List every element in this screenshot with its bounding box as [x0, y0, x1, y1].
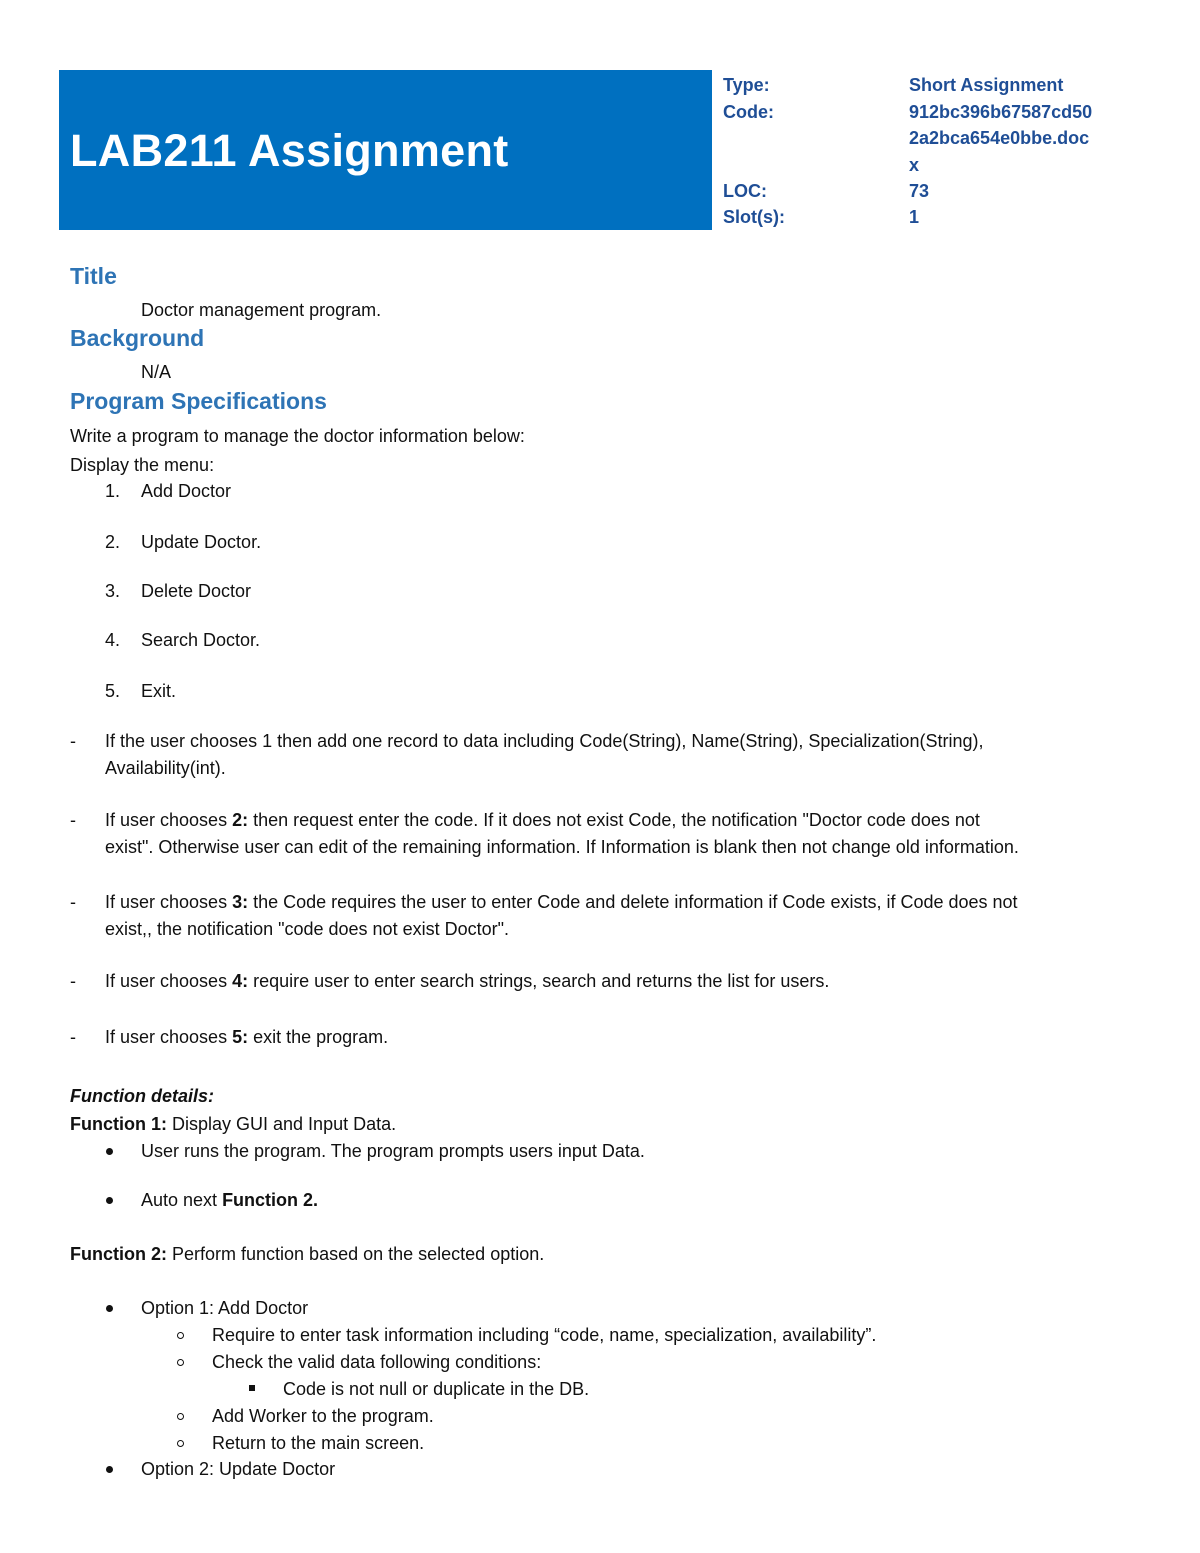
menu-number: 5.	[105, 681, 121, 701]
menu-intro: Display the menu:	[70, 455, 215, 475]
option-2-update-doctor: Option 2: Update Doctor	[141, 1459, 336, 1479]
title-text: Doctor management program.	[141, 300, 382, 320]
sub-bullet-circle	[177, 1440, 184, 1447]
rule-3-line2: exist,, the notification "code does not exist Doctor".	[105, 919, 509, 939]
background-heading: Background	[70, 325, 205, 351]
rule-4-line1: If user chooses 4: require user to enter search strings, search and returns the list for users.	[105, 971, 830, 991]
option-1-sub-4: Return to the main screen.	[212, 1433, 425, 1453]
assignment-title: LAB211 Assignment	[70, 125, 509, 176]
dash-marker: -	[70, 810, 76, 830]
loc-value: 73	[909, 181, 930, 201]
title-banner	[59, 70, 712, 230]
slots-value: 1	[909, 207, 920, 227]
code-label: Code:	[723, 102, 774, 122]
bullet-dot	[106, 1466, 113, 1473]
code-value-line2: 2a2bca654e0bbe.doc	[909, 128, 1090, 148]
code-value-line1: 912bc396b67587cd50	[909, 102, 1093, 122]
function-1-bullet-2: Auto next Function 2.	[141, 1190, 319, 1210]
rule-2-line1: If user chooses 2: then request enter the code. If it does not exist Code, the notification "Doctor code does not	[105, 810, 980, 830]
menu-item-search-doctor: Search Doctor.	[141, 630, 261, 650]
bullet-dot	[106, 1305, 113, 1312]
rule-1-line2: Availability(int).	[105, 758, 226, 778]
spec-heading: Program Specifications	[70, 388, 327, 414]
type-value: Short Assignment	[909, 75, 1064, 95]
rule-5-line1: If user chooses 5: exit the program.	[105, 1027, 389, 1047]
menu-number: 2.	[105, 532, 121, 552]
sub-bullet-circle	[177, 1332, 184, 1339]
dash-marker: -	[70, 731, 76, 751]
function-1-bullet-1: User runs the program. The program prompts users input Data.	[141, 1141, 645, 1161]
loc-label: LOC:	[723, 181, 767, 201]
spec-intro: Write a program to manage the doctor information below:	[70, 426, 525, 446]
option-1-sub-3: Add Worker to the program.	[212, 1406, 434, 1426]
rule-3-line1: If user chooses 3: the Code requires the user to enter Code and delete information if Code exists, if Code does not	[105, 892, 1018, 912]
menu-number: 3.	[105, 581, 121, 601]
menu-number: 1.	[105, 481, 121, 501]
menu-item-delete-doctor: Delete Doctor	[141, 581, 252, 601]
code-value-line3: x	[909, 155, 920, 175]
sub-bullet-circle	[177, 1359, 184, 1366]
sub-sub-bullet-square	[249, 1385, 255, 1391]
background-text: N/A	[141, 362, 172, 382]
option-1-sub-1: Require to enter task information including “code, name, specialization, availability”.	[212, 1325, 877, 1345]
function-2-line: Function 2: Perform function based on the selected option.	[70, 1244, 545, 1264]
menu-item-update-doctor: Update Doctor.	[141, 532, 262, 552]
option-1-sub-2-item: Code is not null or duplicate in the DB.	[283, 1379, 590, 1399]
dash-marker: -	[70, 971, 76, 991]
bullet-dot	[106, 1148, 113, 1155]
menu-item-exit: Exit.	[141, 681, 177, 701]
sub-bullet-circle	[177, 1413, 184, 1420]
function-1-line: Function 1: Display GUI and Input Data.	[70, 1114, 397, 1134]
bullet-dot	[106, 1197, 113, 1204]
option-1-sub-2: Check the valid data following conditions:	[212, 1352, 542, 1372]
function-details-heading: Function details:	[70, 1086, 214, 1106]
type-label: Type:	[723, 75, 770, 95]
menu-item-add-doctor: Add Doctor	[141, 481, 232, 501]
dash-marker: -	[70, 1027, 76, 1047]
dash-marker: -	[70, 892, 76, 912]
rule-2-line2: exist". Otherwise user can edit of the remaining information. If Information is blank then not change old information.	[105, 837, 1019, 857]
rule-1-line1: If the user chooses 1 then add one record to data including Code(String), Name(String), Specialization(String),	[105, 731, 984, 751]
title-heading: Title	[70, 263, 117, 289]
slots-label: Slot(s):	[723, 207, 785, 227]
menu-number: 4.	[105, 630, 121, 650]
option-1-add-doctor: Option 1: Add Doctor	[141, 1298, 309, 1318]
